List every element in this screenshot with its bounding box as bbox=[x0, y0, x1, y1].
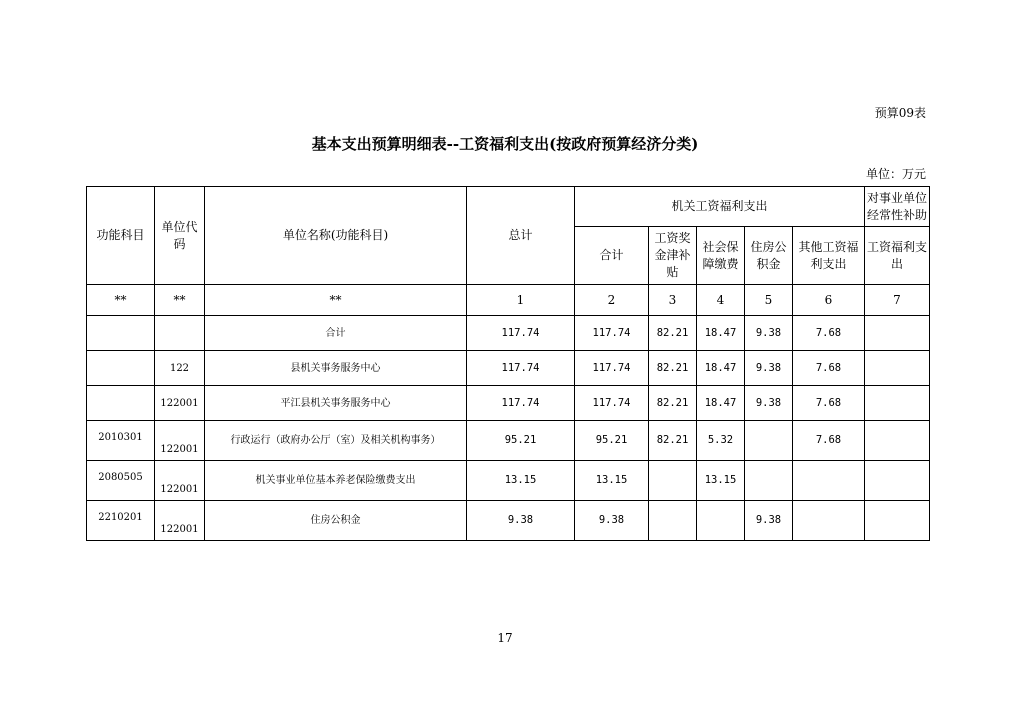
cell-gzj: 82.21 bbox=[649, 421, 697, 461]
cell-func bbox=[87, 351, 155, 386]
cell-sy bbox=[865, 461, 930, 501]
cell-sub-total: 117.74 bbox=[575, 316, 649, 351]
header-func: 功能科目 bbox=[87, 187, 155, 285]
cell-shbz: 13.15 bbox=[697, 461, 745, 501]
index-cell: ** bbox=[205, 285, 467, 316]
cell-code: 122001 bbox=[155, 461, 205, 501]
cell-name: 机关事业单位基本养老保险缴费支出 bbox=[205, 461, 467, 501]
cell-func: 2210201 bbox=[87, 501, 155, 541]
page-number: 17 bbox=[497, 631, 513, 645]
cell-sy bbox=[865, 316, 930, 351]
header-total: 总计 bbox=[467, 187, 575, 285]
cell-zfgjj: 9.38 bbox=[745, 351, 793, 386]
cell-other: 7.68 bbox=[793, 351, 865, 386]
header-name: 单位名称(功能科目) bbox=[205, 187, 467, 285]
cell-zfgjj: 9.38 bbox=[745, 316, 793, 351]
header-sub-shbz: 社会保障缴费 bbox=[697, 227, 745, 285]
cell-code: 122001 bbox=[155, 421, 205, 461]
cell-other: 7.68 bbox=[793, 316, 865, 351]
cell-shbz: 18.47 bbox=[697, 316, 745, 351]
header-sub-other: 其他工资福利支出 bbox=[793, 227, 865, 285]
form-number: 预算09表 bbox=[874, 106, 926, 120]
table-row bbox=[87, 421, 930, 461]
index-cell: ** bbox=[87, 285, 155, 316]
cell-gzj bbox=[649, 501, 697, 541]
cell-code: 122 bbox=[155, 351, 205, 386]
cell-gzj: 82.21 bbox=[649, 351, 697, 386]
cell-zfgjj bbox=[745, 421, 793, 461]
cell-sub-total: 117.74 bbox=[575, 386, 649, 421]
cell-zfgjj: 9.38 bbox=[745, 501, 793, 541]
header-sub-gzj: 工资奖金津补贴 bbox=[649, 227, 697, 285]
table-row bbox=[87, 461, 930, 501]
unit-label: 单位：万元 bbox=[865, 167, 926, 181]
budget-table bbox=[86, 186, 930, 541]
header-sub-total: 合计 bbox=[575, 227, 649, 285]
cell-sy bbox=[865, 421, 930, 461]
cell-total: 95.21 bbox=[467, 421, 575, 461]
cell-other bbox=[793, 461, 865, 501]
index-cell: 2 bbox=[575, 285, 649, 316]
index-row bbox=[87, 285, 930, 316]
cell-zfgjj bbox=[745, 461, 793, 501]
cell-other bbox=[793, 501, 865, 541]
cell-sub-total: 13.15 bbox=[575, 461, 649, 501]
cell-total: 117.74 bbox=[467, 386, 575, 421]
cell-other: 7.68 bbox=[793, 421, 865, 461]
cell-shbz: 18.47 bbox=[697, 351, 745, 386]
cell-total: 117.74 bbox=[467, 316, 575, 351]
table-row bbox=[87, 316, 930, 351]
table-row bbox=[87, 351, 930, 386]
cell-sy bbox=[865, 386, 930, 421]
cell-total: 9.38 bbox=[467, 501, 575, 541]
cell-shbz: 5.32 bbox=[697, 421, 745, 461]
cell-code bbox=[155, 316, 205, 351]
cell-gzj bbox=[649, 461, 697, 501]
table-row bbox=[87, 386, 930, 421]
cell-gzj: 82.21 bbox=[649, 316, 697, 351]
index-cell: 1 bbox=[467, 285, 575, 316]
index-cell: 4 bbox=[697, 285, 745, 316]
cell-gzj: 82.21 bbox=[649, 386, 697, 421]
header-group-sy: 对事业单位经常性补助 bbox=[865, 187, 930, 227]
cell-zfgjj: 9.38 bbox=[745, 386, 793, 421]
index-cell: 5 bbox=[745, 285, 793, 316]
cell-code: 122001 bbox=[155, 386, 205, 421]
cell-shbz: 18.47 bbox=[697, 386, 745, 421]
header-code: 单位代码 bbox=[155, 187, 205, 285]
cell-func: 2010301 bbox=[87, 421, 155, 461]
header-sub-sy: 工资福利支出 bbox=[865, 227, 930, 285]
cell-func bbox=[87, 386, 155, 421]
cell-sy bbox=[865, 351, 930, 386]
cell-sub-total: 117.74 bbox=[575, 351, 649, 386]
page-title: 基本支出预算明细表--工资福利支出(按政府预算经济分类) bbox=[311, 135, 699, 153]
cell-sy bbox=[865, 501, 930, 541]
index-cell: 7 bbox=[865, 285, 930, 316]
cell-code: 122001 bbox=[155, 501, 205, 541]
cell-name: 合计 bbox=[205, 316, 467, 351]
table-row bbox=[87, 501, 930, 541]
header-group-jg: 机关工资福利支出 bbox=[575, 187, 865, 227]
cell-name: 行政运行（政府办公厅（室）及相关机构事务） bbox=[205, 421, 467, 461]
cell-shbz bbox=[697, 501, 745, 541]
cell-name: 住房公积金 bbox=[205, 501, 467, 541]
index-cell: 6 bbox=[793, 285, 865, 316]
cell-other: 7.68 bbox=[793, 386, 865, 421]
cell-total: 13.15 bbox=[467, 461, 575, 501]
index-cell: ** bbox=[155, 285, 205, 316]
cell-sub-total: 9.38 bbox=[575, 501, 649, 541]
cell-name: 平江县机关事务服务中心 bbox=[205, 386, 467, 421]
cell-sub-total: 95.21 bbox=[575, 421, 649, 461]
cell-total: 117.74 bbox=[467, 351, 575, 386]
cell-func bbox=[87, 316, 155, 351]
index-cell: 3 bbox=[649, 285, 697, 316]
header-sub-zfgjj: 住房公积金 bbox=[745, 227, 793, 285]
cell-name: 县机关事务服务中心 bbox=[205, 351, 467, 386]
cell-func: 2080505 bbox=[87, 461, 155, 501]
